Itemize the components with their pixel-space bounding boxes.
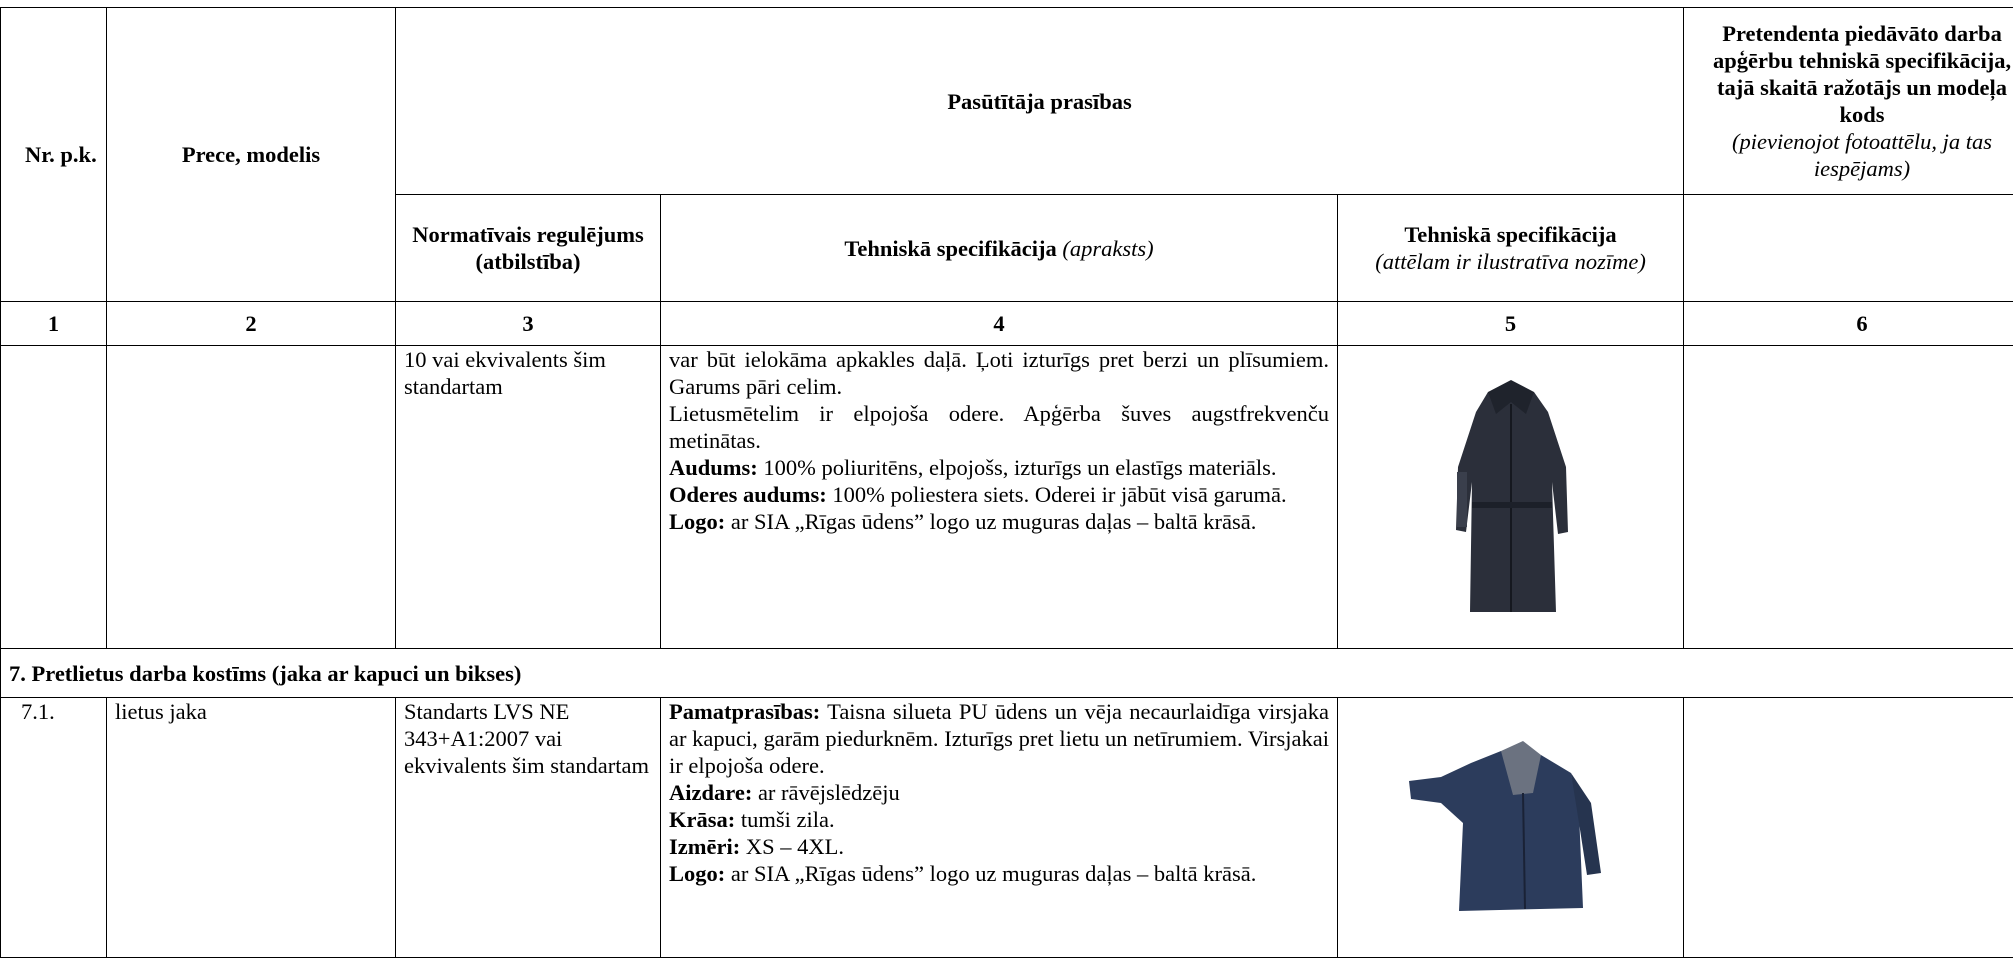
desc-line: var būt ielokāma apkakles daļā. Ļoti izturīgs pret berzi un plīsumiem. Garums pāri celim.: [669, 347, 1329, 399]
header-spec5-text: Tehniskā specifikācija: [1404, 222, 1617, 247]
header-spec-image: [1338, 195, 1684, 302]
cell-nr: 7.1.: [1, 698, 107, 958]
desc-logo: [669, 860, 1329, 887]
section-title: 7. Pretlietus darba kostīms (jaka ar kapuci un bikses): [1, 649, 2013, 698]
logo-text: ar SIA „Rīgas ūdens” logo uz muguras daļas – baltā krāsā.: [730, 509, 1257, 534]
izmeri-text: XS – 4XL.: [745, 834, 844, 859]
col-number-1: 1: [1, 302, 107, 346]
desc-izmeri: [669, 833, 1329, 860]
col-number-4: 4: [661, 302, 1338, 346]
long-raincoat-image: [1426, 372, 1596, 622]
krasa-text: tumši zila.: [740, 807, 835, 832]
desc-oderes: [669, 481, 1329, 508]
raincoat-sleeve-shade: [1457, 472, 1467, 527]
header-spec-description: [661, 195, 1338, 302]
krasa-label: Krāsa:: [669, 807, 736, 832]
header-pretendents-text: Pretendenta piedāvāto darba apģērbu tehniskā specifikācija, tajā skaitā ražotājs un modeļa kods: [1712, 21, 2012, 127]
desc-pamat: [669, 698, 1329, 779]
aizdare-text: ar rāvējslēdzēju: [757, 780, 900, 805]
cell-prece: [107, 346, 396, 649]
cell-image: [1338, 698, 1684, 958]
col-number-6: 6: [1684, 302, 2013, 346]
raincoat-belt: [1472, 502, 1552, 508]
jacket-body: [1409, 751, 1583, 911]
cell-prece: lietus jaka: [107, 698, 396, 958]
audums-label: Audums:: [669, 455, 758, 480]
cell-nr: [1, 346, 107, 649]
specification-table: [0, 7, 2013, 958]
col-number-3: 3: [396, 302, 661, 346]
header-prece: [107, 8, 396, 302]
header-empty: [1684, 195, 2013, 302]
col-number-2: 2: [107, 302, 396, 346]
logo-text: ar SIA „Rīgas ūdens” logo uz muguras daļas – baltā krāsā.: [730, 861, 1257, 886]
cell-description: [661, 346, 1338, 649]
desc-line: Lietusmētelim ir elpojoša odere. Apģērba šuves augstfrekvenču metinātas.: [669, 401, 1329, 453]
header-normativais-text: Normatīvais regulējums (atbilstība): [412, 222, 644, 274]
aizdare-label: Aizdare:: [669, 780, 753, 805]
header-spec4-note: (apraksts): [1062, 235, 1154, 261]
section-row: [1, 649, 2013, 698]
table-row: [1, 346, 2013, 649]
header-normativais: [396, 195, 661, 302]
col-number-5: 5: [1338, 302, 1684, 346]
cell-image: [1338, 346, 1684, 649]
logo-label: Logo:: [669, 509, 726, 534]
izmeri-label: Izmēri:: [669, 834, 741, 859]
header-nr: [1, 8, 107, 302]
desc-logo: [669, 508, 1329, 535]
logo-label: Logo:: [669, 861, 726, 886]
pamat-label: Pamatprasības:: [669, 699, 821, 724]
cell-offer: [1684, 346, 2013, 649]
header-pretendents: [1684, 8, 2013, 195]
oderes-text: 100% poliestera siets. Oderei ir jābūt visā garumā.: [832, 482, 1287, 507]
header-pretendents-note: (pievienojot fotoattēlu, ja tas iespējams): [1732, 129, 1993, 181]
desc-krasa: [669, 806, 1329, 833]
cell-normativais: 10 vai ekvivalents šim standartam: [396, 346, 661, 649]
table-row: [1, 698, 2013, 958]
header-spec5-note: (attēlam ir ilustratīva nozīme): [1375, 249, 1646, 274]
pamat-text: Taisna silueta PU ūdens un vēja necaurlaidīga virsjaka ar kapuci, garām piedurknēm. Izturīgs pret lietu un netīrumiem. Virsjakai ir elpojoša odere.: [669, 699, 1329, 778]
rain-jacket-image: [1401, 733, 1621, 923]
header-spec4-text: Tehniskā specifikācija: [844, 235, 1057, 261]
column-number-row: [1, 302, 2013, 346]
cell-normativais: Standarts LVS NE 343+A1:2007 vai ekvivalents šim standartam: [396, 698, 661, 958]
desc-audums: [669, 454, 1329, 481]
cell-description: [661, 698, 1338, 958]
header-nr-text: Nr. p.k.: [25, 142, 97, 167]
cell-offer: [1684, 698, 2013, 958]
header-prasibas: [396, 8, 1684, 195]
oderes-label: Oderes audums:: [669, 482, 827, 507]
desc-aizdare: [669, 779, 1329, 806]
header-row-top: [1, 8, 2013, 195]
audums-text: 100% poliuritēns, elpojošs, izturīgs un elastīgs materiāls.: [763, 455, 1277, 480]
header-prece-text: Prece, modelis: [181, 142, 321, 167]
header-prasibas-text: Pasūtītāja prasības: [947, 88, 1132, 114]
